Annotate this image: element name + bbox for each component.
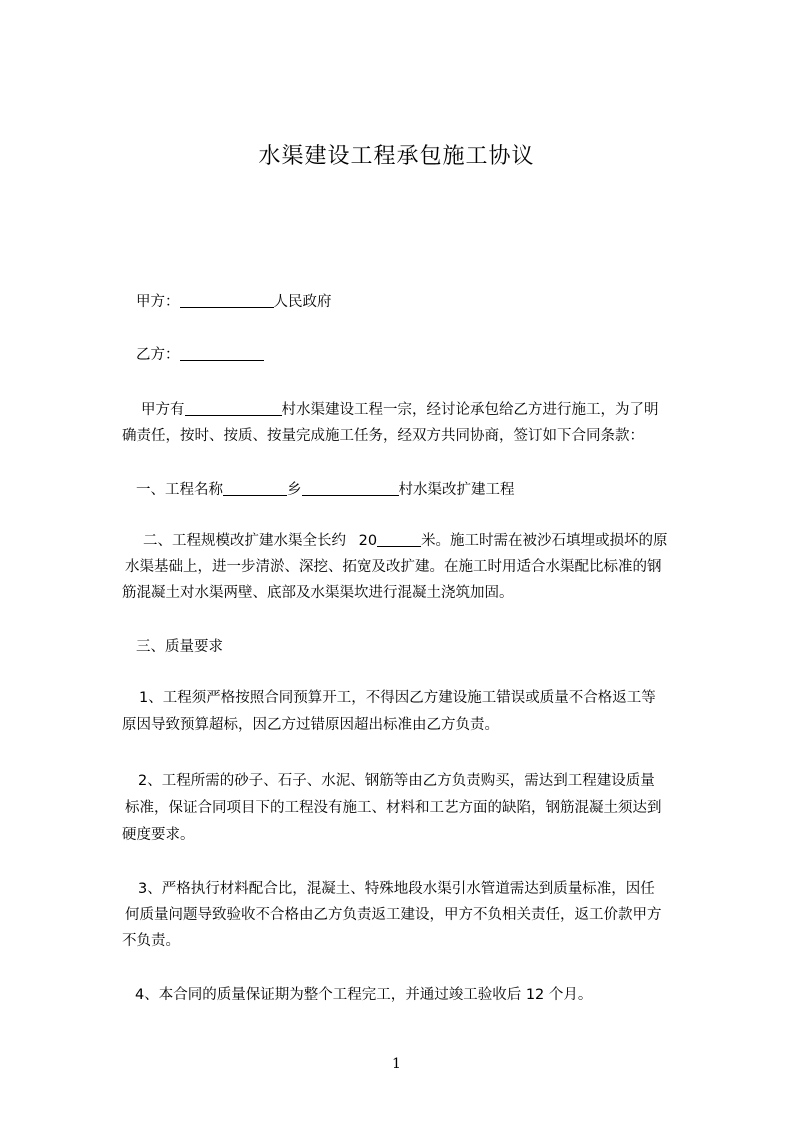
page-number: 1 — [392, 1056, 401, 1072]
section3-item4-line-1: 4、本合同的质量保证期为整个工程完工，并通过竣工验收后 12 个月。 — [135, 987, 593, 1003]
section2-length-blank — [377, 532, 421, 547]
section3-item3-line-2: 何质量问题导致验收不合格由乙方负责返工建设，甲方不负相关责任，返工价款甲方 — [125, 907, 662, 923]
section2-line-3: 筋混凝土对水渠两壁、底部及水渠渠坎进行混凝土浇筑加固。 — [122, 585, 514, 601]
section3-item3-line-3: 不负责。 — [122, 933, 180, 949]
section1-middle: 乡 — [287, 482, 302, 498]
document-title: 水渠建设工程承包施工协议 — [258, 144, 535, 169]
section2-line-2: 水渠基础上，进一步清淤、深挖、拓宽及改扩建。在施工时用适合水渠配比标准的钢 — [125, 559, 662, 575]
section2-line-1 — [143, 531, 668, 551]
section3-item2-line-1: 2、工程所需的砂子、石子、水泥、钢筋等由乙方负责购买，需达到工程建设质量 — [138, 773, 655, 789]
party-b-blank — [180, 346, 264, 361]
section1-village-blank — [302, 481, 399, 496]
party-a-label: 甲方： — [136, 294, 180, 310]
section1-township-blank — [223, 481, 287, 496]
section3-item2-line-3: 硬度要求。 — [122, 827, 195, 843]
section3-item3-line-1: 3、严格执行材料配合比，混凝土、特殊地段水渠引水管道需达到质量标准，因任 — [138, 881, 655, 897]
intro-line-2: 确责任，按时、按质、按量完成施工任务，经双方共同协商，签订如下合同条款： — [122, 428, 644, 444]
section2-length-value: 20 — [358, 533, 378, 549]
intro-line-1 — [141, 400, 659, 420]
party-a-blank — [180, 293, 274, 308]
party-a-line — [136, 292, 332, 312]
intro-village-blank — [185, 401, 282, 416]
section3-item2-line-2: 标准，保证合同项目下的工程没有施工、材料和工艺方面的缺陷，钢筋混凝土须达到 — [125, 800, 662, 816]
section1-suffix: 村水渠改扩建工程 — [398, 482, 515, 498]
section2-line1-suffix: 米。施工时需在被沙石填埋或损坏的原 — [421, 533, 668, 549]
party-a-suffix: 人民政府 — [273, 294, 332, 310]
section2-line1-prefix: 二、工程规模改扩建水渠全长约 — [143, 533, 346, 549]
intro-prefix: 甲方有 — [141, 402, 185, 418]
section3-heading: 三、质量要求 — [136, 639, 223, 655]
intro-line1-suffix: 村水渠建设工程一宗，经讨论承包给乙方进行施工，为了明 — [281, 402, 659, 418]
section1-line — [136, 480, 515, 500]
section1-prefix: 一、工程名称 — [136, 482, 223, 498]
party-b-line — [136, 345, 264, 365]
party-b-label: 乙方： — [136, 347, 180, 363]
section3-item1-line-1: 1、工程须严格按照合同预算开工，不得因乙方建设施工错误或质量不合格返工等 — [139, 690, 656, 706]
section3-item1-line-2: 原因导致预算超标，因乙方过错原因超出标准由乙方负责。 — [122, 717, 499, 733]
